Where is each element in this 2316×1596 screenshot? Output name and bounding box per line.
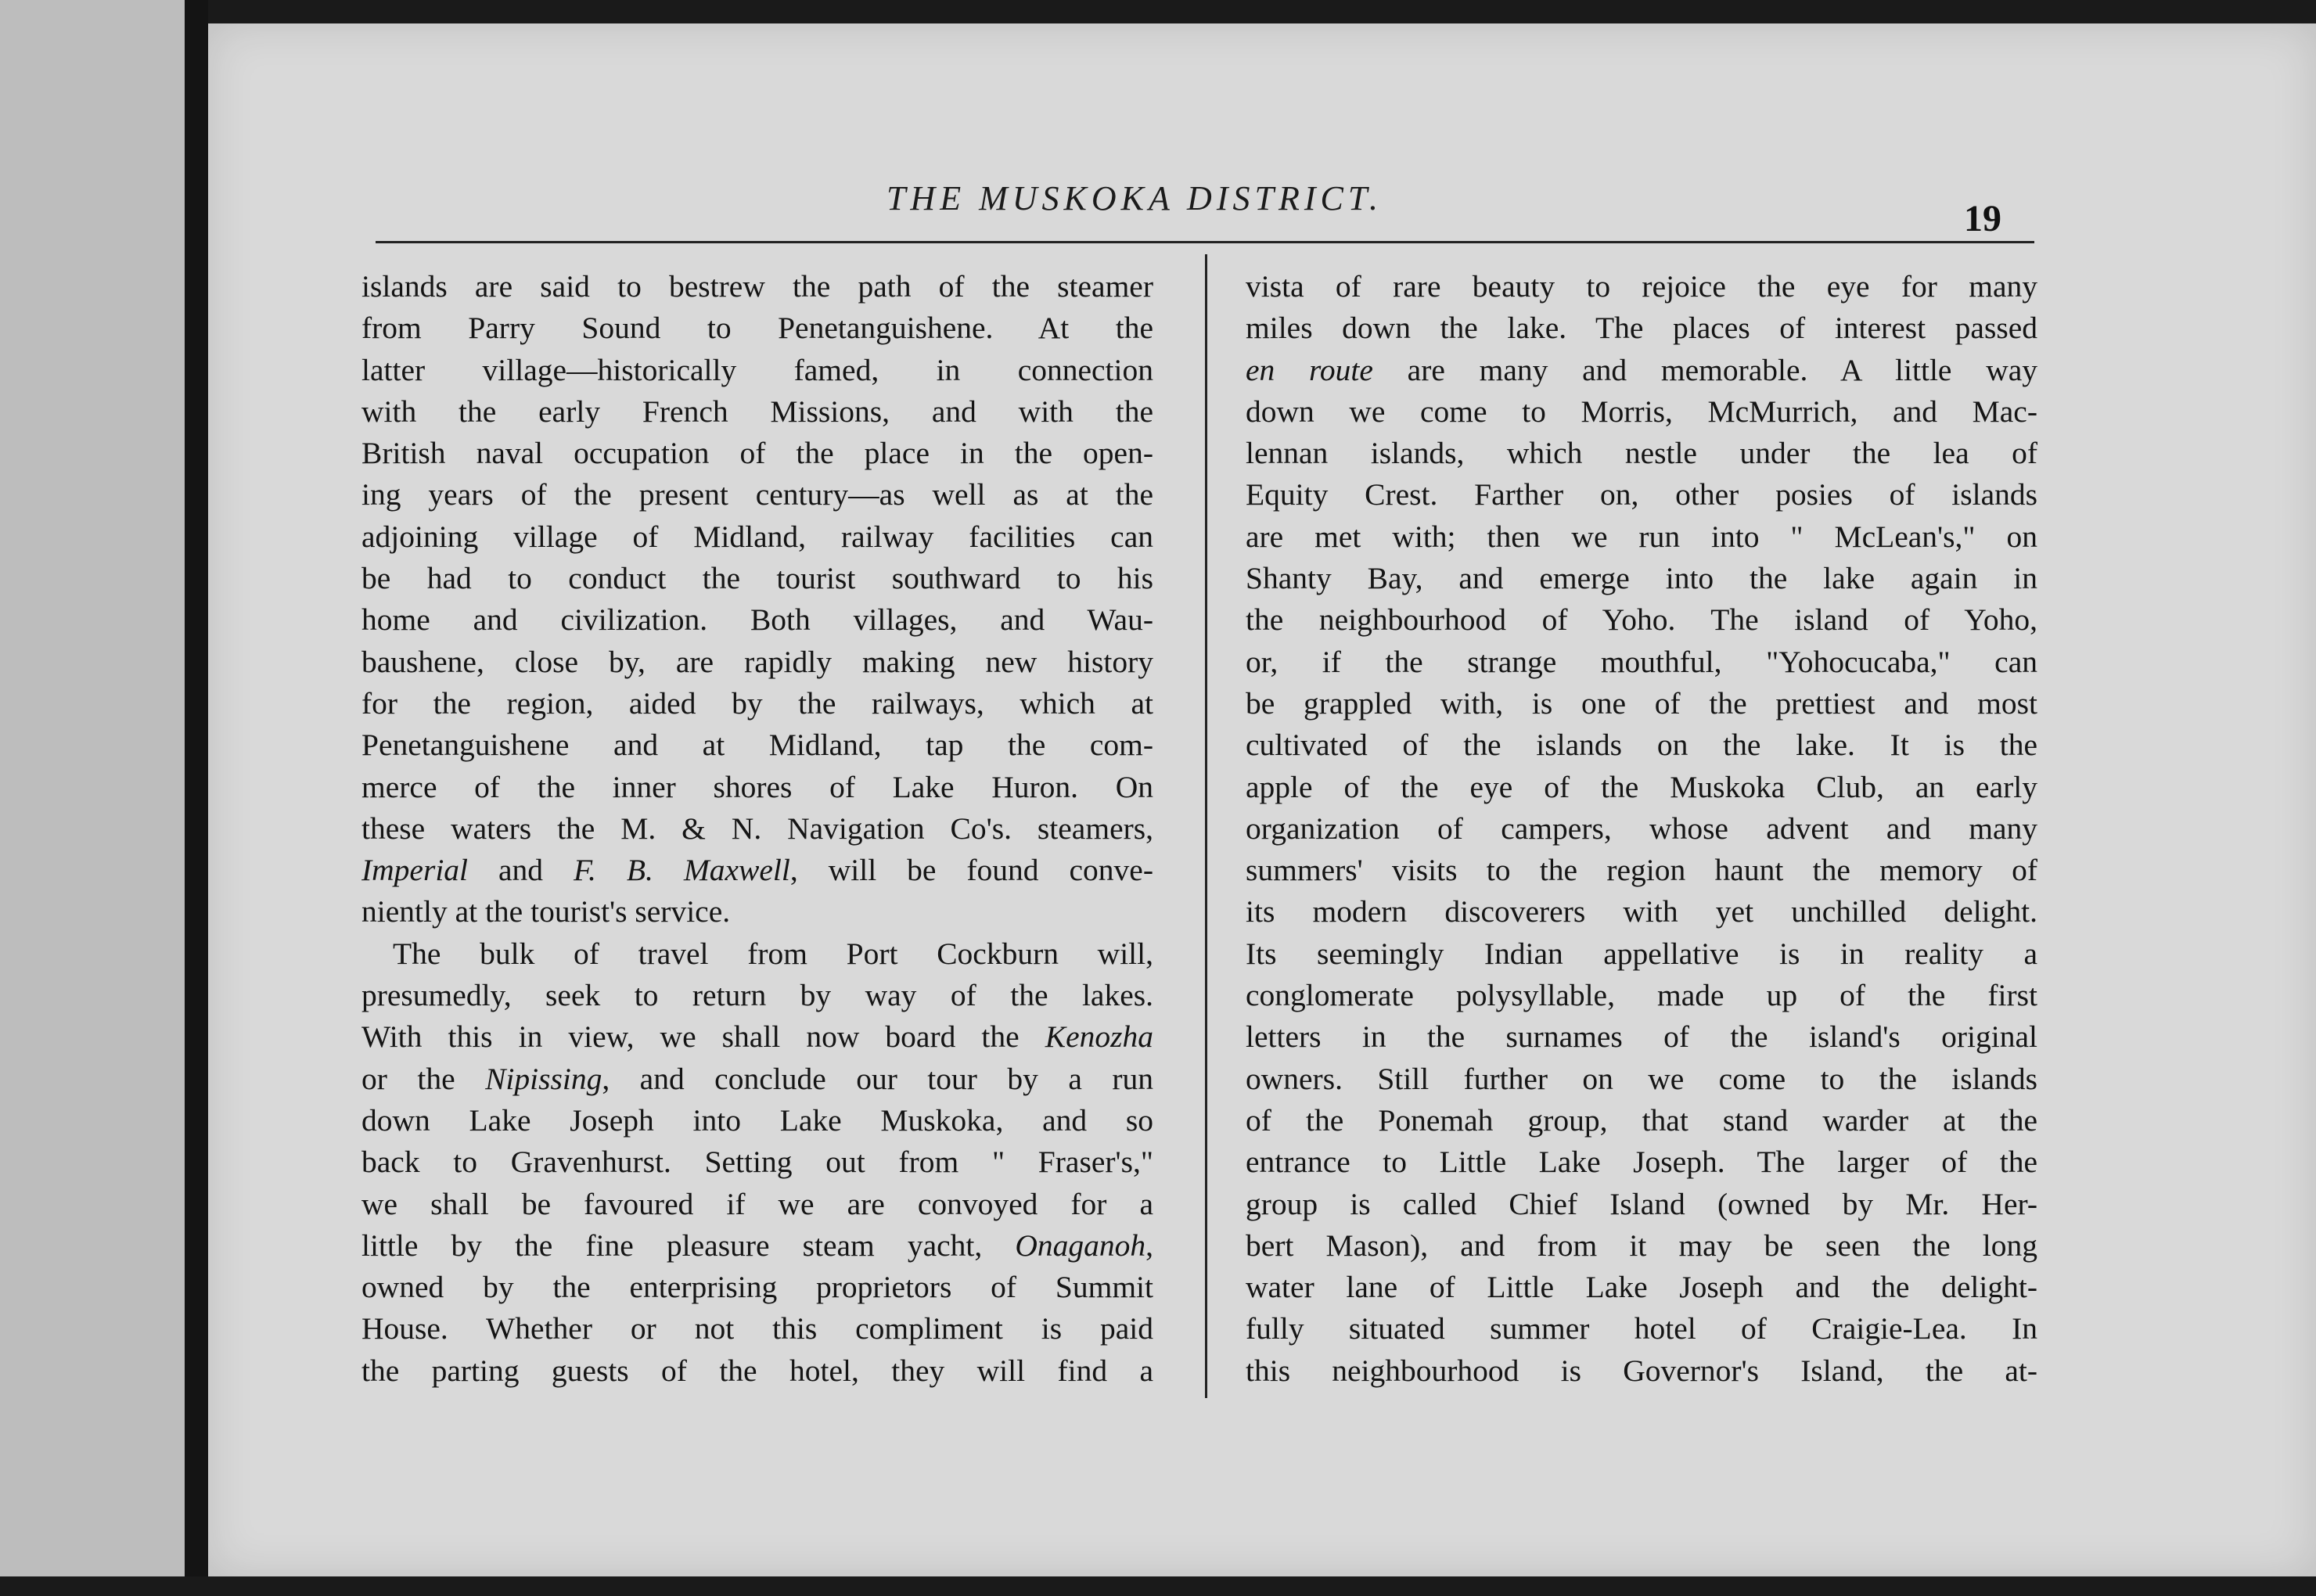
text-line: this neighbourhood is Governor's Island, the at- [1246, 1353, 2037, 1388]
text-line: conglomerate polysyllable, made up of the first [1246, 978, 2037, 1013]
text-line: be grappled with, is one of the prettiest and most [1246, 685, 2037, 721]
text-line: summers' visits to the region haunt the memory of [1246, 853, 2037, 888]
text-line: ing years of the present century—as well as at the [361, 477, 1153, 512]
text-line: letters in the surnames of the island's original [1246, 1019, 2037, 1055]
text-line: vista of rare beauty to rejoice the eye for many [1246, 269, 2037, 304]
text-line: Equity Crest. Farther on, other posies of islands [1246, 477, 2037, 512]
text-line: the neighbourhood of Yoho. The island of Yoho, [1246, 602, 2037, 638]
text-line: down we come to Morris, McMurrich, and Mac- [1246, 394, 2037, 429]
text-line: With this in view, we shall now board the Kenozha [361, 1019, 1153, 1055]
text-line: entrance to Little Lake Joseph. The larger of the [1246, 1145, 2037, 1180]
scan-bottom-edge [0, 1576, 2316, 1596]
text-line: Imperial and F. B. Maxwell, will be found conve- [361, 853, 1153, 888]
text-line: adjoining village of Midland, railway facilities can [361, 519, 1153, 554]
text-line: group is called Chief Island (owned by Mr. Her- [1246, 1186, 2037, 1221]
text-line: owned by the enterprising proprietors of Summit [361, 1270, 1153, 1305]
scan-margin [0, 0, 185, 1596]
text-line: water lane of Little Lake Joseph and the delight- [1246, 1270, 2037, 1305]
text-line: en route are many and memorable. A little way [1246, 352, 2037, 387]
text-line: back to Gravenhurst. Setting out from " Fraser's," [361, 1145, 1153, 1180]
text-line: the parting guests of the hotel, they will find a [361, 1353, 1153, 1388]
text-line: with the early French Missions, and with the [361, 394, 1153, 429]
header-rule [376, 241, 2034, 243]
text-line: we shall be favoured if we are convoyed for a [361, 1186, 1153, 1221]
text-line: apple of the eye of the Muskoka Club, an early [1246, 769, 2037, 804]
text-line: these waters the M. & N. Navigation Co's. steamers, [361, 811, 1153, 846]
right-column [1246, 266, 2037, 1392]
page-number: 19 [1964, 198, 2001, 239]
text-line: miles down the lake. The places of interest passed [1246, 311, 2037, 346]
text-line: House. Whether or not this compliment is paid [361, 1311, 1153, 1346]
column-divider [1205, 254, 1207, 1398]
text-line: British naval occupation of the place in the open- [361, 436, 1153, 471]
text-line: niently at the tourist's service. [361, 894, 731, 929]
text-line: Shanty Bay, and emerge into the lake again in [1246, 561, 2037, 596]
text-line: Its seemingly Indian appellative is in reality a [1246, 936, 2037, 971]
text-line: owners. Still further on we come to the islands [1246, 1061, 2037, 1096]
text-line: baushene, close by, are rapidly making new history [361, 644, 1153, 679]
text-line: islands are said to bestrew the path of the steamer [361, 269, 1153, 304]
running-head: THE MUSKOKA DISTRICT. [886, 179, 1383, 217]
text-line: organization of campers, whose advent and many [1246, 811, 2037, 846]
text-line: The bulk of travel from Port Cockburn will, [393, 936, 1153, 971]
left-column [361, 266, 1153, 1392]
text-line: Penetanguishene and at Midland, tap the com- [361, 728, 1153, 763]
text-line: its modern discoverers with yet unchilled delight. [1246, 894, 2037, 929]
text-line: of the Ponemah group, that stand warder at the [1246, 1102, 2037, 1138]
text-line: for the region, aided by the railways, which at [361, 685, 1153, 721]
text-line: merce of the inner shores of Lake Huron. On [361, 769, 1153, 804]
text-line: or, if the strange mouthful, "Yohocucaba," can [1246, 644, 2037, 679]
text-line: down Lake Joseph into Lake Muskoka, and so [361, 1102, 1153, 1138]
text-line: bert Mason), and from it may be seen the long [1246, 1228, 2037, 1263]
text-line: are met with; then we run into " McLean's," on [1246, 519, 2037, 554]
text-line: little by the fine pleasure steam yacht, Onaganoh, [361, 1228, 1153, 1263]
text-line: be had to conduct the tourist southward to his [361, 561, 1153, 596]
text-line: fully situated summer hotel of Craigie-Lea. In [1246, 1311, 2037, 1346]
text-line: from Parry Sound to Penetanguishene. At the [361, 311, 1153, 346]
text-line: latter village—historically famed, in connection [361, 352, 1153, 387]
text-line: presumedly, seek to return by way of the lakes. [361, 978, 1153, 1013]
text-line: or the Nipissing, and conclude our tour by a run [361, 1061, 1153, 1096]
scan-edge [185, 0, 208, 1596]
text-line: home and civilization. Both villages, and Wau- [361, 602, 1153, 638]
text-line: lennan islands, which nestle under the lea of [1246, 436, 2037, 471]
text-line: cultivated of the islands on the lake. It is the [1246, 728, 2037, 763]
